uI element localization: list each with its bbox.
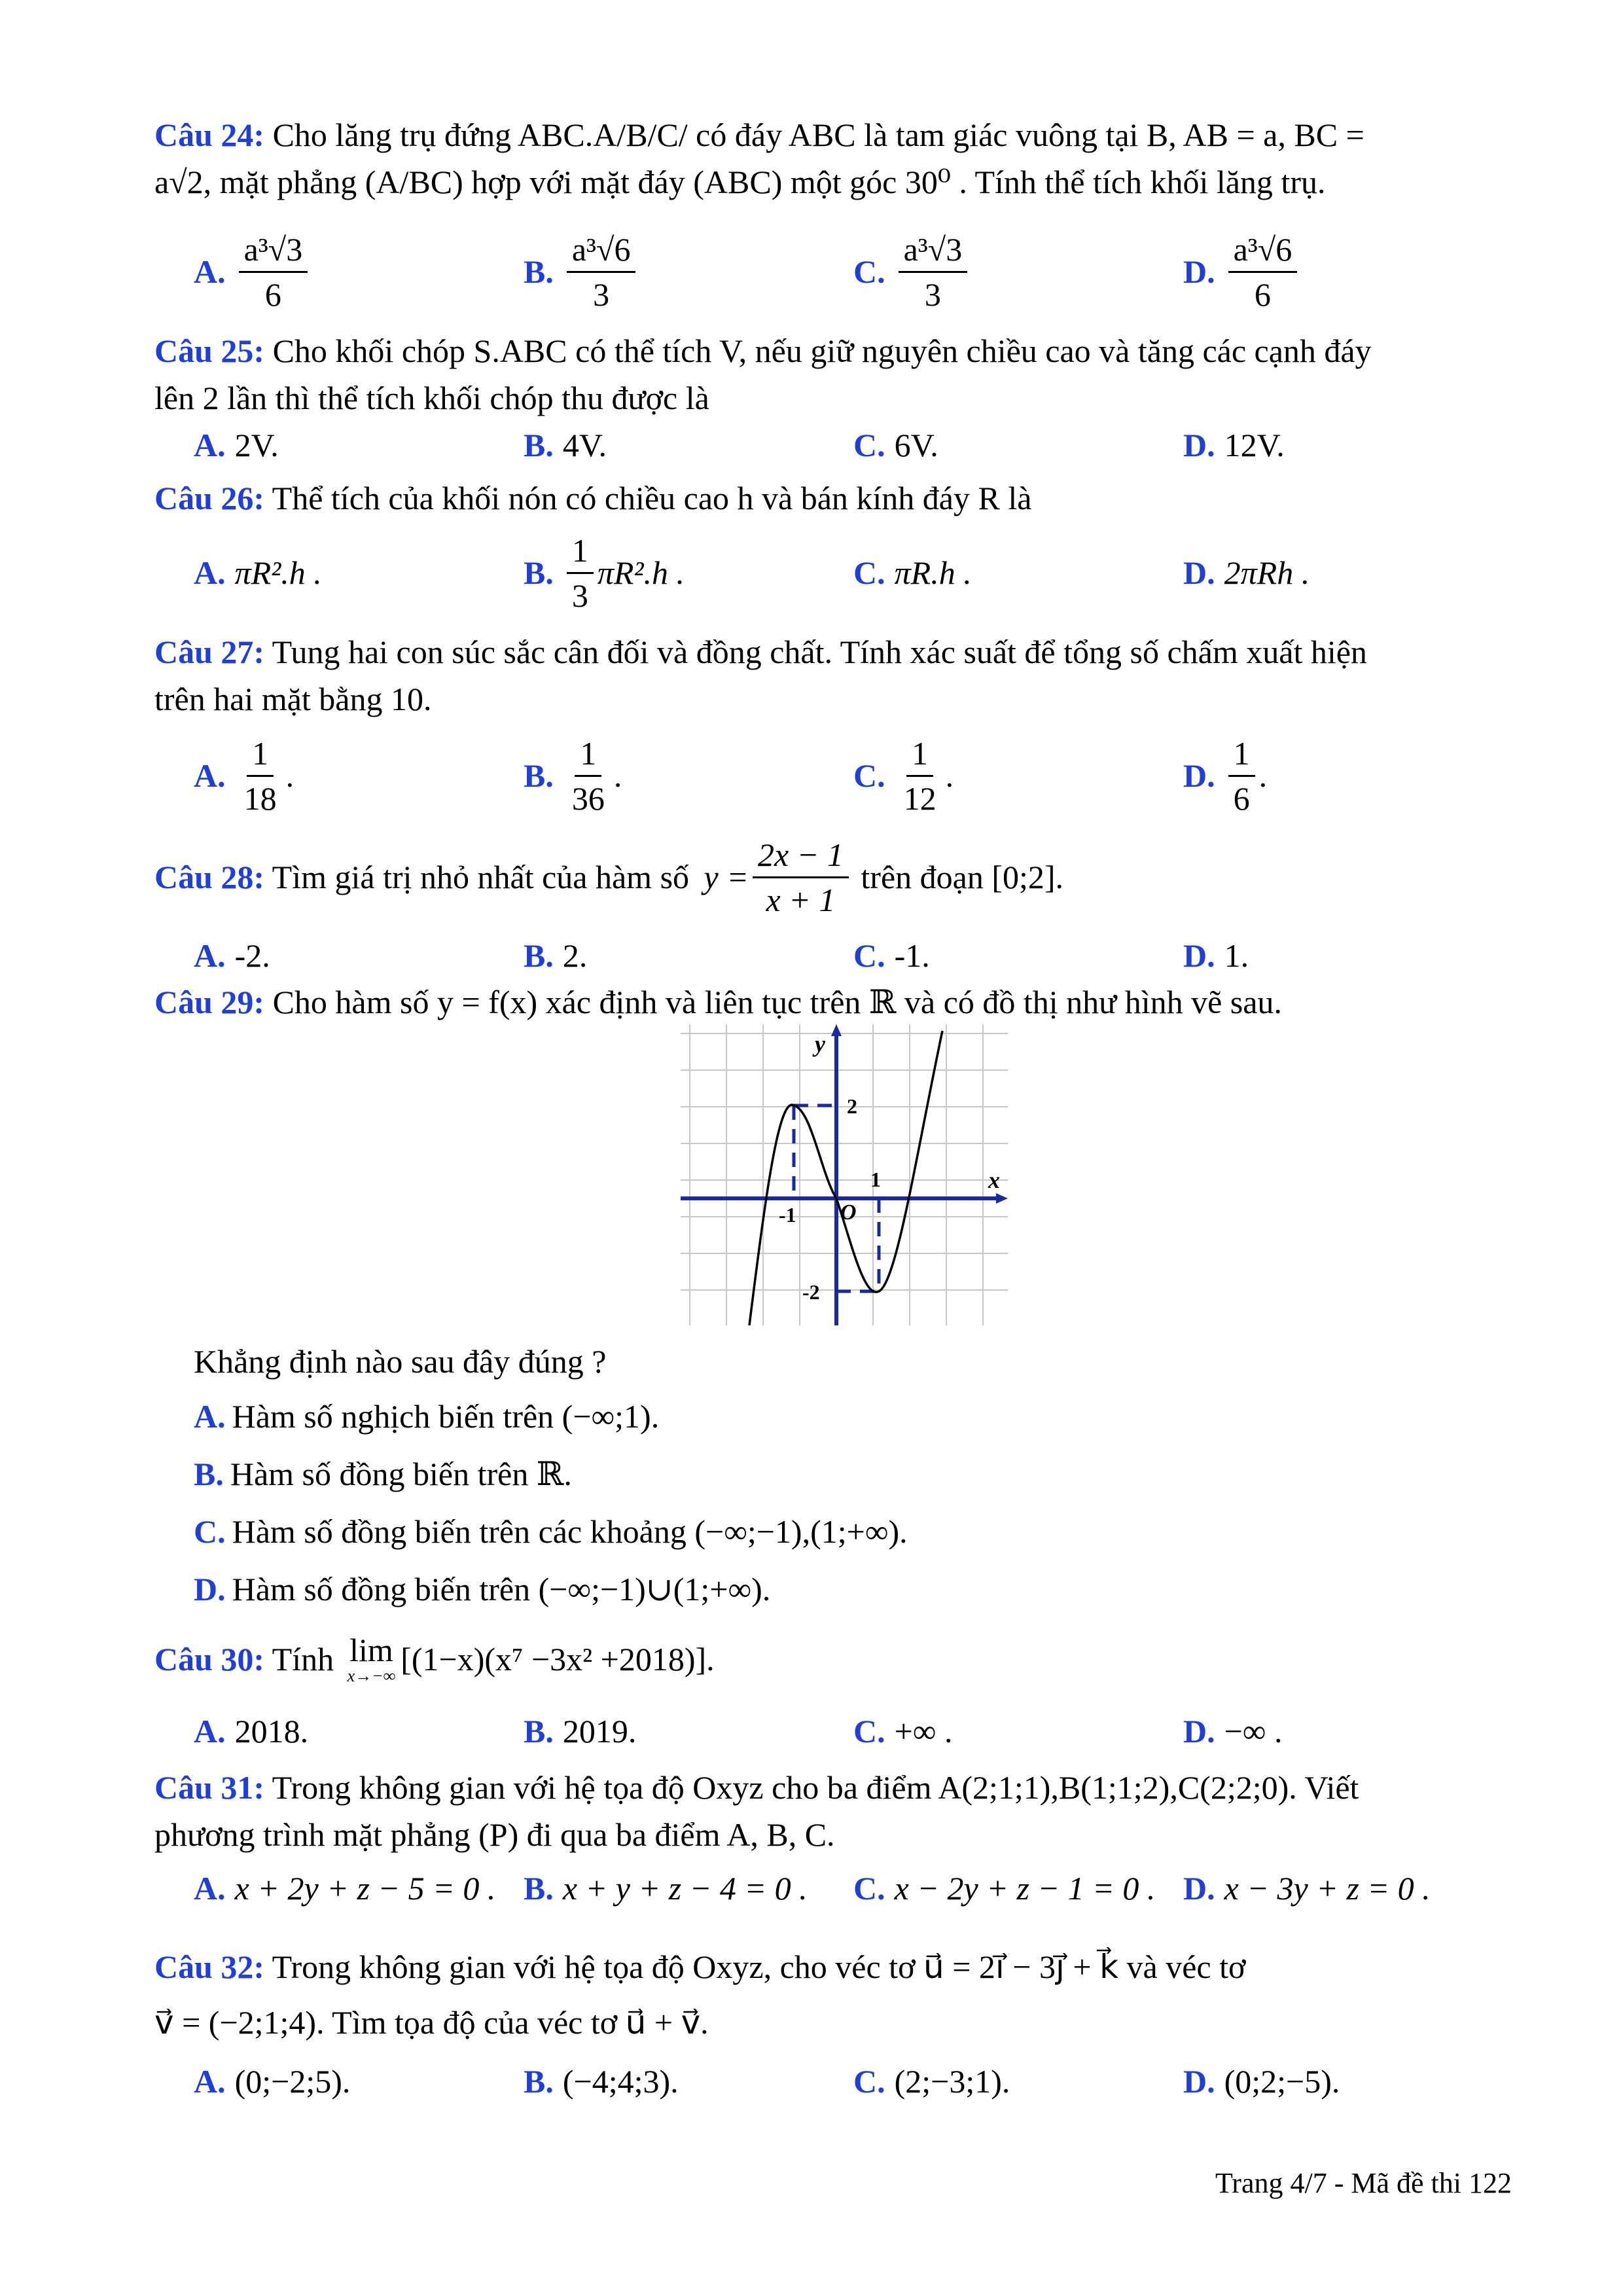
option-text: 6V. [894, 427, 938, 463]
question-25 [154, 327, 1512, 422]
options-24 [194, 223, 1512, 321]
option-b[interactable] [194, 1445, 1512, 1503]
question-label: Câu 25: [154, 332, 265, 369]
option-a[interactable] [194, 1705, 308, 1757]
option-text: (−4;4;3). [562, 2063, 679, 2100]
fraction-numerator: 1 [567, 529, 594, 574]
option-text: Hàm số đồng biến trên các khoảng (−∞;−1),(1;+∞). [232, 1513, 908, 1550]
option-a[interactable] [194, 419, 279, 471]
question-label: Câu 31: [154, 1769, 265, 1806]
option-a[interactable] [194, 223, 312, 321]
question-text: Tìm giá trị nhỏ nhất của hàm số [264, 859, 698, 895]
option-a[interactable] [194, 524, 322, 622]
question-text: Cho khối chóp S.ABC có thể tích V, nếu giữ nguyên chiều cao và tăng các cạnh đáy [264, 332, 1372, 369]
option-letter: A. [194, 1870, 226, 1907]
limit-operator [348, 1633, 396, 1685]
question-label: Câu 28: [154, 859, 265, 895]
fraction-numerator: a³√6 [567, 228, 636, 273]
option-text: (0;2;−5). [1224, 2063, 1340, 2100]
option-letter: A. [194, 2063, 226, 2100]
fraction-denominator: 3 [571, 577, 588, 614]
option-letter: C. [853, 554, 885, 591]
option-d[interactable] [1183, 1862, 1431, 1914]
tick-label-minus-2: -2 [802, 1280, 820, 1304]
option-text: x − 3y + z = 0 . [1224, 1870, 1431, 1907]
option-c[interactable] [853, 1705, 952, 1757]
y-axis-arrow [831, 1024, 842, 1036]
option-text: x + y + z − 4 = 0 . [562, 1870, 808, 1907]
option-letter: A. [194, 1398, 226, 1435]
option-b[interactable] [524, 223, 639, 321]
option-d[interactable] [194, 1560, 1512, 1618]
option-a[interactable] [194, 1862, 495, 1914]
grid-lines [681, 1024, 1008, 1325]
fraction-numerator: 1 [1228, 732, 1255, 777]
question-label: Câu 24: [154, 117, 265, 153]
fraction-denominator: x + 1 [766, 881, 836, 918]
fraction-numerator: a³√3 [899, 228, 968, 273]
options-30 [194, 1705, 1512, 1757]
question-32 [154, 1937, 1512, 2049]
question-text: phương trình mặt phẳng (P) đi qua ba điểm A, B, C. [154, 1816, 835, 1853]
option-letter: C. [853, 253, 885, 290]
question-29 [154, 978, 1512, 1026]
options-27 [194, 726, 1512, 825]
option-letter: B. [524, 1713, 554, 1749]
option-letter: D. [1183, 1713, 1215, 1749]
option-letter: D. [1183, 1870, 1215, 1907]
option-d[interactable] [1183, 524, 1310, 622]
option-c[interactable] [853, 2055, 1010, 2108]
fraction-denominator: 6 [264, 276, 281, 313]
fraction-denominator: 36 [571, 780, 605, 817]
option-letter: D. [1183, 253, 1215, 290]
option-c[interactable] [194, 1503, 1512, 1560]
option-letter: B. [524, 253, 554, 290]
fraction-denominator: 18 [243, 780, 277, 817]
question-text: Tính [264, 1641, 342, 1677]
option-text: x − 2y + z − 1 = 0 . [894, 1870, 1156, 1907]
option-text: πR².h . [597, 554, 685, 591]
fraction-numerator: a³√3 [239, 228, 308, 273]
option-d[interactable] [1183, 2055, 1340, 2108]
tick-label-2: 2 [847, 1094, 857, 1118]
question-text: a√2, mặt phẳng (A/BC) hợp với mặt đáy (ABC) một góc 30⁰ . Tính thể tích khối lăng trụ. [154, 164, 1326, 200]
question-text: v⃗ = (−2;1;4). Tìm tọa độ của véc tơ u⃗ + v⃗. [154, 2004, 709, 2041]
question-text: Thể tích của khối nón có chiều cao h và bán kính đáy R là [264, 480, 1032, 516]
option-letter: A. [194, 427, 226, 463]
option-letter: B. [194, 1456, 224, 1492]
prompt-text: Khẳng định nào sau đây đúng ? [194, 1343, 607, 1380]
option-b[interactable] [524, 524, 685, 622]
option-a[interactable] [194, 1388, 1512, 1445]
option-letter: D. [1183, 427, 1215, 463]
question-31 [154, 1764, 1512, 1858]
option-text: πR².h . [234, 554, 322, 591]
option-letter: A. [194, 937, 226, 974]
options-31 [194, 1862, 1512, 1914]
y-axis-label: y [815, 1031, 825, 1057]
option-b[interactable] [524, 2055, 679, 2108]
option-letter: C. [853, 1713, 885, 1749]
option-letter: C. [853, 2063, 885, 2100]
option-a[interactable] [194, 929, 270, 982]
question-label: Câu 27: [154, 634, 265, 670]
option-d[interactable] [1183, 1705, 1282, 1757]
page-footer: Trang 4/7 - Mã đề thi 122 [1215, 2167, 1512, 2199]
function-lhs: y = [704, 859, 749, 895]
option-letter: A. [194, 253, 226, 290]
option-b[interactable]: B. $\frac{1}{36}$ . [524, 726, 622, 825]
question-24 [154, 111, 1512, 206]
option-letter: D. [1183, 757, 1215, 794]
question-text: Trong không gian với hệ tọa độ Oxyz cho ba điểm A(2;1;1),B(1;1;2),C(2;2;0). Viết [264, 1769, 1359, 1806]
option-text: πR.h . [894, 554, 972, 591]
option-letter: B. [524, 937, 554, 974]
option-d[interactable] [1183, 419, 1285, 471]
option-b[interactable] [524, 419, 607, 471]
fraction-numerator: 1 [247, 732, 274, 777]
question-27 [154, 628, 1512, 723]
fraction-numerator: a³√6 [1228, 228, 1298, 273]
option-c[interactable] [853, 419, 938, 471]
question-text: Trong không gian với hệ tọa độ Oxyz, cho véc tơ u⃗ = 2i⃗ − 3j⃗ + k⃗ và véc tơ [264, 1948, 1246, 1985]
question-text: trên hai mặt bằng 10. [154, 681, 432, 717]
option-text: Hàm số đồng biến trên (−∞;−1)∪(1;+∞). [232, 1571, 771, 1607]
question-26 [154, 475, 1512, 522]
option-c[interactable] [853, 223, 971, 321]
option-letter: A. [194, 1713, 226, 1749]
x-axis-label: x [988, 1167, 1000, 1193]
option-letter: C. [853, 1870, 885, 1907]
question-text: trên đoạn [0;2]. [852, 859, 1064, 895]
option-text: Hàm số đồng biến trên ℝ. [230, 1456, 572, 1492]
option-text: 2πRh . [1224, 554, 1310, 591]
question-label: Câu 30: [154, 1641, 265, 1677]
option-text: x + 2y + z − 5 = 0 . [234, 1870, 496, 1907]
fraction-denominator: 3 [593, 276, 610, 313]
fraction-denominator: 6 [1254, 276, 1271, 313]
option-text: +∞ . [894, 1713, 953, 1749]
fraction-numerator: 1 [906, 732, 933, 777]
fraction-numerator: 2x − 1 [753, 833, 849, 878]
option-a[interactable] [194, 2055, 350, 2108]
option-text: (2;−3;1). [894, 2063, 1010, 2100]
option-letter: D. [1183, 2063, 1215, 2100]
question-label: Câu 26: [154, 480, 265, 516]
option-text: 2019. [562, 1713, 637, 1749]
limit-subscript: x→−∞ [347, 1666, 396, 1685]
option-text: 2018. [234, 1713, 309, 1749]
option-letter: A. [194, 757, 226, 794]
option-a[interactable]: A. $\frac{1}{18}$ . [194, 726, 294, 825]
fraction-numerator: 1 [575, 732, 601, 777]
option-b[interactable] [524, 929, 587, 982]
option-letter: D. [194, 1571, 226, 1607]
option-c[interactable] [853, 929, 930, 982]
options-29 [194, 1335, 1512, 1618]
option-letter: D. [1183, 937, 1215, 974]
question-text: Cho lăng trụ đứng ABC.A/B/C/ có đáy ABC là tam giác vuông tại B, AB = a, BC = [264, 117, 1364, 153]
option-text: 2. [562, 937, 588, 974]
options-26 [194, 524, 1512, 622]
option-letter: B. [524, 427, 554, 463]
option-c[interactable] [853, 524, 972, 622]
option-c[interactable]: C. $\frac{1}{12}$ . [853, 726, 954, 825]
option-letter: B. [524, 2063, 554, 2100]
fraction-denominator: 3 [924, 276, 941, 313]
option-letter: C. [853, 937, 885, 974]
tick-label-minus-1: -1 [779, 1203, 796, 1227]
option-letter: B. [524, 757, 554, 794]
x-axis-arrow [996, 1193, 1008, 1204]
question-label: Câu 29: [154, 984, 265, 1020]
function-curve [749, 1031, 942, 1325]
question-text: Tung hai con súc sắc cân đối và đồng chất. Tính xác suất để tổng số chấm xuất hiện [264, 634, 1367, 670]
option-text: 4V. [562, 427, 607, 463]
option-letter: C. [853, 757, 885, 794]
question-prompt [194, 1335, 1512, 1388]
option-b[interactable] [524, 1705, 636, 1757]
limit-expression: [(1−x)(x⁷ −3x² +2018)]. [401, 1641, 715, 1677]
fraction-denominator: 12 [903, 780, 936, 817]
option-b[interactable] [524, 1862, 808, 1914]
option-letter: B. [524, 554, 554, 591]
options-32 [194, 2055, 1512, 2108]
option-c[interactable] [853, 1862, 1155, 1914]
option-letter: D. [1183, 554, 1215, 591]
options-25 [194, 419, 1512, 471]
origin-label: O [840, 1200, 857, 1225]
option-letter: C. [853, 427, 885, 463]
option-d[interactable] [1183, 223, 1301, 321]
option-text: 2V. [234, 427, 279, 463]
option-letter: C. [194, 1513, 226, 1550]
question-28 [154, 828, 1512, 926]
option-d[interactable]: D. $\frac{1}{6}$ . [1183, 726, 1267, 825]
option-text: 1. [1224, 937, 1249, 974]
fraction-denominator: 6 [1233, 780, 1250, 817]
option-letter: B. [524, 1870, 554, 1907]
option-text: −∞ . [1224, 1713, 1283, 1749]
option-letter: A. [194, 554, 226, 591]
question-text: Cho hàm số y = f(x) xác định và liên tục trên ℝ và có đồ thị như hình vẽ sau. [264, 984, 1282, 1020]
question-text: lên 2 lần thì thể tích khối chóp thu được là [154, 380, 709, 416]
option-text: 12V. [1224, 427, 1285, 463]
option-text: -1. [894, 937, 930, 974]
option-d[interactable] [1183, 929, 1249, 982]
option-text: -2. [234, 937, 270, 974]
option-text: Hàm số nghịch biến trên (−∞;1). [232, 1398, 660, 1435]
option-text: (0;−2;5). [234, 2063, 351, 2100]
tick-label-1: 1 [870, 1168, 881, 1191]
limit-word: lim [349, 1632, 393, 1668]
question-label: Câu 32: [154, 1948, 265, 1985]
function-graph [681, 1024, 1008, 1325]
question-30 [154, 1623, 1512, 1695]
options-28 [194, 929, 1512, 982]
